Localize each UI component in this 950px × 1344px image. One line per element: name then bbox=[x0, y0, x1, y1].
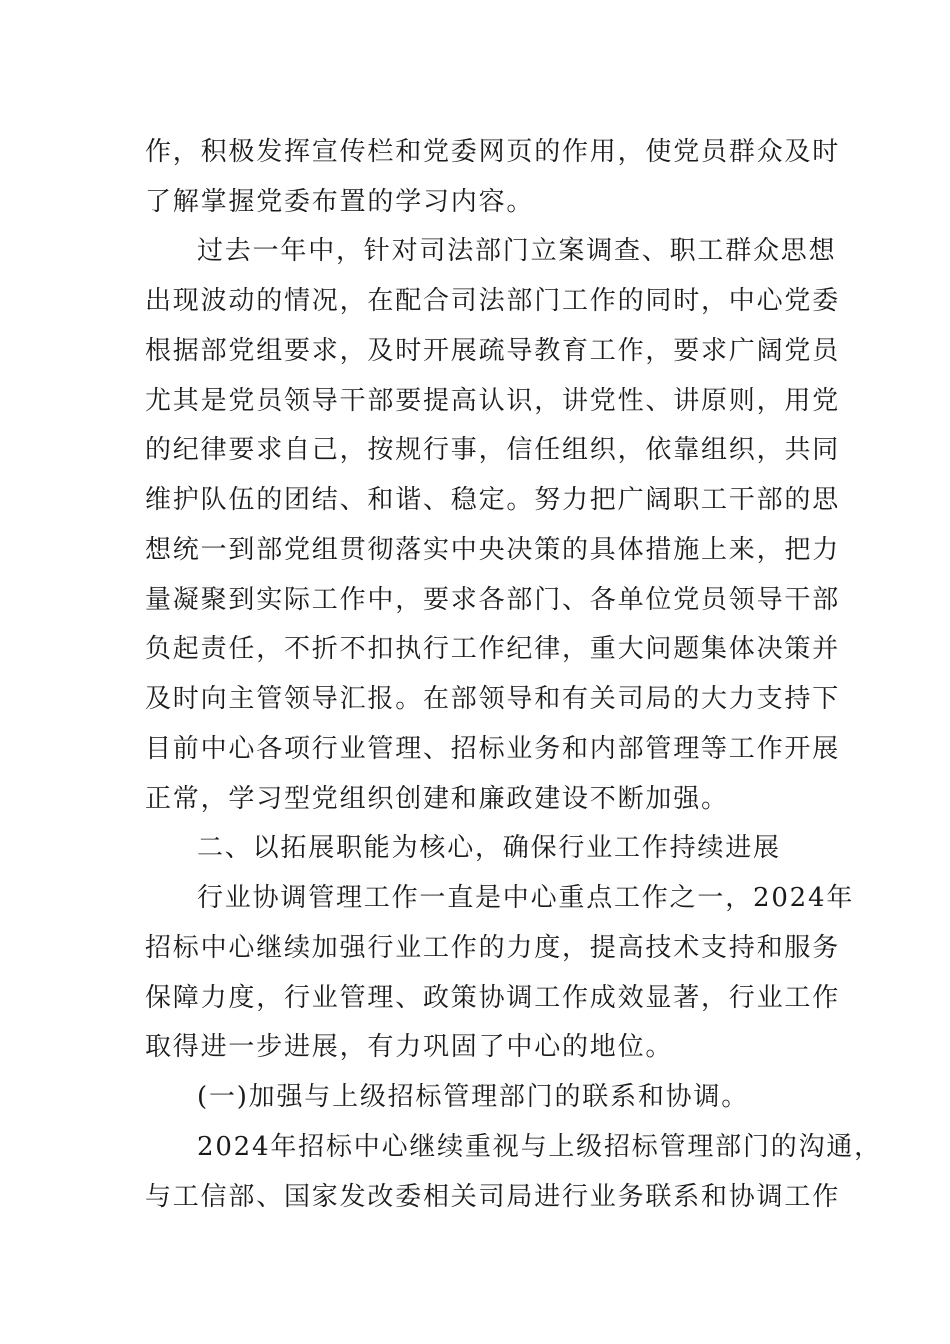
text-line: 想统一到部党组贯彻落实中央决策的具体措施上来，把力 bbox=[145, 535, 841, 565]
section-heading: 二、以拓展职能为核心，确保行业工作持续进展 bbox=[197, 833, 781, 863]
text-line: 负起责任，不折不扣执行工作纪律，重大问题集体决策并 bbox=[145, 634, 841, 664]
text-line: 及时向主管领导汇报。在部领导和有关司局的大力支持下 bbox=[145, 684, 841, 714]
paragraph-start-line: 2024年招标中心继续重视与上级招标管理部门的沟通， bbox=[197, 1132, 882, 1162]
text-line: 量凝聚到实际工作中，要求各部门、各单位党员领导干部 bbox=[145, 585, 841, 615]
text-line: 出现波动的情况，在配合司法部门工作的同时，中心党委 bbox=[145, 286, 841, 316]
text-line: 目前中心各项行业管理、招标业务和内部管理等工作开展 bbox=[145, 734, 841, 764]
paragraph-start-line: 过去一年中，针对司法部门立案调查、职工群众思想 bbox=[197, 236, 837, 266]
text-line: 尤其是党员领导干部要提高认识，讲党性、讲原则，用党 bbox=[145, 386, 841, 416]
text-line: 保障力度，行业管理、政策协调工作成效显著，行业工作 bbox=[145, 983, 841, 1013]
text-line: 正常，学习型党组织创建和廉政建设不断加强。 bbox=[145, 784, 729, 814]
subsection-heading: (一)加强与上级招标管理部门的联系和协调。 bbox=[197, 1082, 750, 1112]
text-line: 与工信部、国家发改委相关司局进行业务联系和协调工作 bbox=[145, 1182, 841, 1212]
text-line: 取得进一步进展，有力巩固了中心的地位。 bbox=[145, 1032, 674, 1062]
text-line: 作，积极发挥宣传栏和党委网页的作用，使党员群众及时 bbox=[145, 137, 841, 167]
text-line: 了解掌握党委布置的学习内容。 bbox=[145, 187, 535, 217]
text-line: 招标中心继续加强行业工作的力度，提高技术支持和服务 bbox=[145, 933, 841, 963]
text-line: 的纪律要求自己，按规行事，信任组织，依靠组织，共同 bbox=[145, 435, 841, 465]
text-line: 根据部党组要求，及时开展疏导教育工作，要求广阔党员 bbox=[145, 336, 841, 366]
paragraph-start-line: 行业协调管理工作一直是中心重点工作之一，2024年 bbox=[197, 883, 855, 913]
text-line: 维护队伍的团结、和谐、稳定。努力把广阔职工干部的思 bbox=[145, 485, 841, 515]
